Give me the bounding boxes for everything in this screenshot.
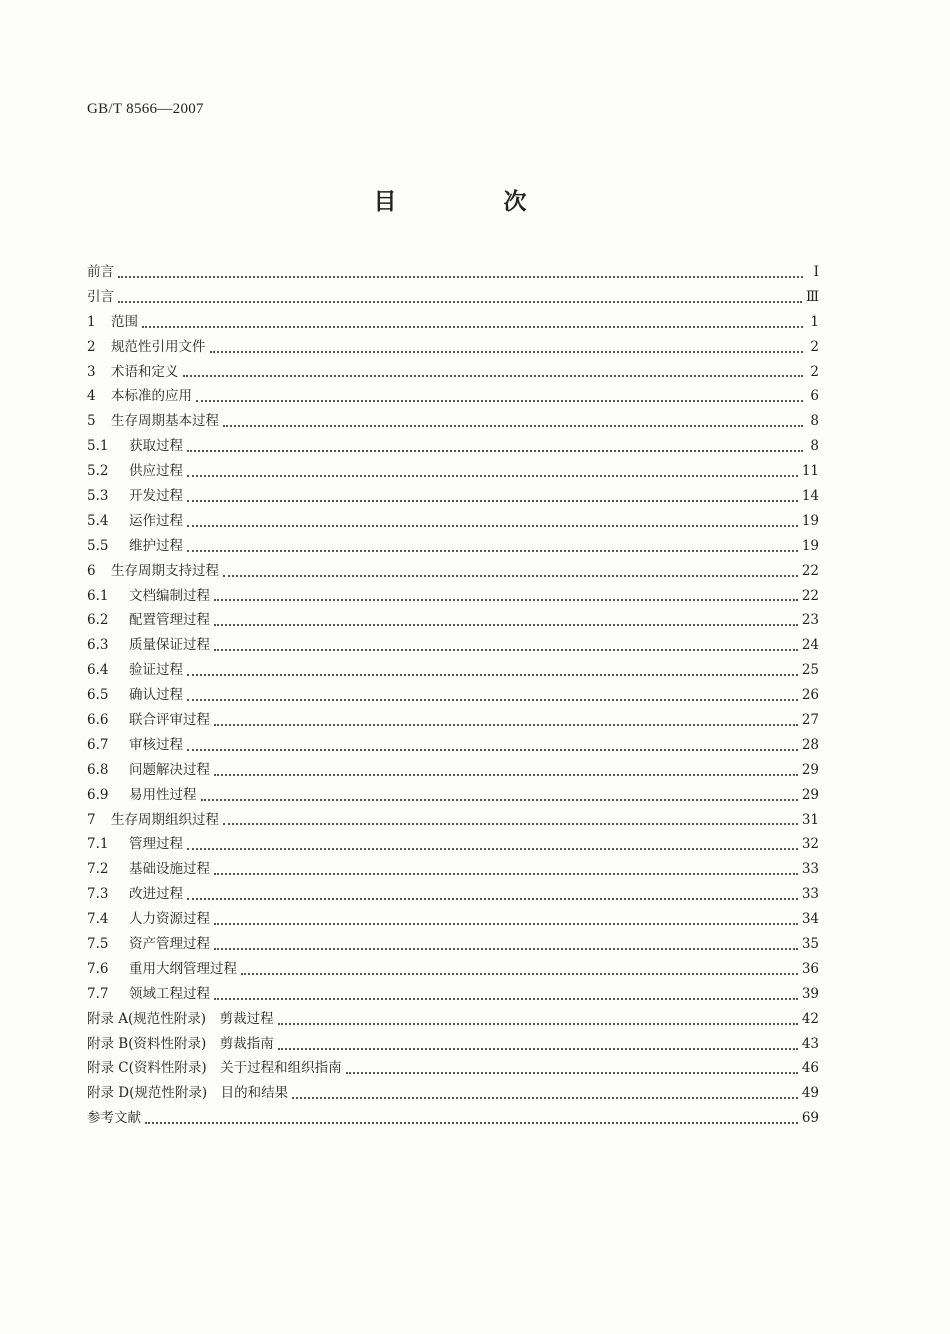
toc-entry-page: 22 — [801, 562, 819, 579]
toc-entry-page: 43 — [801, 1035, 819, 1052]
toc-entry[interactable] — [87, 882, 819, 907]
toc-entry[interactable] — [87, 1032, 819, 1057]
toc-entry-label: 联合评审过程 — [129, 712, 210, 729]
toc-entry[interactable] — [87, 509, 819, 534]
toc-entry-label: 供应过程 — [129, 463, 183, 480]
toc-entry-page: 26 — [801, 687, 819, 704]
toc-entry-page: 46 — [801, 1060, 819, 1077]
toc-entry-page: 33 — [801, 861, 819, 878]
dot-leader — [214, 873, 798, 875]
toc-entry-number: 5.5 — [87, 537, 109, 554]
dot-leader — [214, 649, 798, 651]
toc-entry-number: 7.1 — [87, 836, 109, 853]
toc-entry-page: 19 — [801, 537, 819, 554]
toc-entry[interactable] — [87, 1081, 819, 1106]
toc-entry-page: 11 — [801, 463, 819, 480]
toc-entry-label: 附录 C(资料性附录) 关于过程和组织指南 — [87, 1060, 342, 1077]
toc-entry-label: 获取过程 — [129, 438, 183, 455]
toc-entry-page: 32 — [801, 836, 819, 853]
dot-leader — [118, 276, 803, 278]
toc-entry-page: 24 — [801, 637, 819, 654]
toc-entry-page: 42 — [801, 1010, 819, 1027]
toc-entry[interactable] — [87, 758, 819, 783]
toc-entry-number: 1 — [87, 313, 96, 330]
toc-entry-page: 1 — [810, 313, 819, 330]
toc-entry[interactable] — [87, 1007, 819, 1032]
dot-leader — [183, 375, 804, 377]
toc-entry-label: 范围 — [111, 313, 138, 330]
toc-entry-number: 6.1 — [87, 587, 109, 604]
standard-code: GB/T 8566—2007 — [87, 101, 204, 117]
toc-entry-page: 19 — [801, 512, 819, 529]
toc-entry[interactable] — [87, 384, 819, 409]
toc-entry-page: 14 — [801, 488, 819, 504]
toc-entry-number: 3 — [87, 363, 96, 380]
toc-entry[interactable] — [87, 857, 819, 882]
dot-leader — [278, 1023, 798, 1025]
dot-leader — [187, 475, 798, 477]
toc-entry[interactable] — [87, 783, 819, 808]
toc-entry-page: 6 — [810, 388, 819, 405]
toc-entry-label: 基础设施过程 — [129, 861, 210, 878]
toc-entry-page: 29 — [801, 761, 819, 778]
toc-entry-label: 开发过程 — [129, 488, 183, 504]
toc-entry-label: 配置管理过程 — [129, 612, 210, 629]
dot-leader — [214, 774, 798, 776]
toc-entry-number: 5 — [87, 413, 96, 430]
toc-entry-label: 生存周期支持过程 — [111, 562, 219, 579]
toc-entry-label: 运作过程 — [129, 512, 183, 529]
dot-leader — [187, 674, 798, 676]
toc-entry-label: 资产管理过程 — [129, 936, 210, 953]
toc-entry-label: 管理过程 — [129, 836, 183, 853]
toc-entry[interactable] — [87, 459, 819, 484]
toc-entry[interactable] — [87, 534, 819, 559]
dot-leader — [187, 699, 798, 701]
toc-entry-page: 31 — [801, 811, 819, 828]
toc-entry[interactable] — [87, 584, 819, 609]
dot-leader — [145, 1122, 798, 1124]
toc-entry-number: 6.9 — [87, 786, 109, 803]
toc-entry-label: 前言 — [87, 263, 114, 280]
toc-entry-page: Ⅲ — [805, 288, 819, 305]
toc-entry-number: 6.4 — [87, 662, 109, 679]
toc-entry-number: 7.5 — [87, 936, 109, 953]
toc-entry-page: 2 — [810, 338, 819, 355]
toc-entry-label: 生存周期基本过程 — [111, 413, 219, 430]
toc-entry[interactable] — [87, 683, 819, 708]
toc-entry-label: 确认过程 — [129, 687, 183, 704]
table-of-contents — [87, 260, 819, 1131]
dot-leader — [278, 1048, 798, 1050]
dot-leader — [214, 948, 798, 950]
toc-entry-page: 8 — [810, 438, 819, 455]
toc-entry[interactable] — [87, 1057, 819, 1082]
toc-entry-label: 验证过程 — [129, 662, 183, 679]
toc-entry[interactable] — [87, 434, 819, 459]
toc-entry-label: 审核过程 — [129, 736, 183, 753]
toc-entry[interactable] — [87, 1106, 819, 1131]
toc-entry-label: 附录 A(规范性附录) 剪裁过程 — [87, 1010, 274, 1027]
toc-entry-label: 规范性引用文件 — [111, 338, 206, 355]
toc-entry-number: 6.2 — [87, 612, 109, 629]
dot-leader — [223, 575, 798, 577]
toc-entry[interactable] — [87, 409, 819, 434]
toc-entry-page: 27 — [801, 712, 819, 729]
toc-entry[interactable] — [87, 982, 819, 1007]
toc-entry-number: 6.6 — [87, 712, 109, 729]
toc-entry-label: 维护过程 — [129, 537, 183, 554]
dot-leader — [346, 1072, 798, 1074]
toc-entry-label: 问题解决过程 — [129, 761, 210, 778]
dot-leader — [214, 724, 798, 726]
toc-entry[interactable] — [87, 484, 819, 509]
toc-entry-page: 29 — [801, 786, 819, 803]
toc-entry[interactable] — [87, 559, 819, 584]
dot-leader — [214, 624, 798, 626]
toc-entry-page: 34 — [801, 911, 819, 928]
toc-entry[interactable] — [87, 608, 819, 633]
toc-entry-page: 2 — [810, 363, 819, 380]
dot-leader — [118, 301, 802, 303]
toc-entry[interactable] — [87, 733, 819, 758]
toc-entry-label: 质量保证过程 — [129, 637, 210, 654]
toc-entry-page: Ⅰ — [813, 263, 819, 280]
dot-leader — [187, 848, 798, 850]
toc-entry-label: 文档编制过程 — [129, 587, 210, 604]
toc-entry-label: 术语和定义 — [111, 363, 179, 380]
toc-entry-page: 39 — [801, 985, 819, 1002]
toc-entry-label: 易用性过程 — [129, 786, 197, 803]
dot-leader — [214, 599, 798, 601]
toc-entry[interactable] — [87, 310, 819, 335]
dot-leader — [201, 799, 798, 801]
dot-leader — [142, 326, 803, 328]
toc-entry[interactable] — [87, 957, 819, 982]
toc-entry-page: 22 — [801, 587, 819, 604]
toc-entry-label: 引言 — [87, 288, 114, 305]
dot-leader — [214, 923, 798, 925]
toc-entry[interactable] — [87, 335, 819, 360]
toc-entry-number: 6.8 — [87, 761, 109, 778]
dot-leader — [187, 450, 803, 452]
toc-entry-page: 23 — [801, 612, 819, 629]
toc-entry-label: 领域工程过程 — [129, 985, 210, 1002]
toc-entry-number: 7.3 — [87, 886, 109, 903]
toc-entry-page: 49 — [801, 1085, 819, 1102]
toc-entry-page: 36 — [801, 960, 819, 977]
toc-entry-page: 69 — [801, 1110, 819, 1127]
toc-entry[interactable] — [87, 832, 819, 857]
toc-entry[interactable] — [87, 907, 819, 932]
toc-entry-number: 5.4 — [87, 512, 109, 529]
toc-entry-number: 2 — [87, 338, 96, 355]
toc-entry-page: 28 — [801, 736, 819, 753]
toc-entry[interactable] — [87, 932, 819, 957]
toc-entry[interactable] — [87, 658, 819, 683]
dot-leader — [223, 823, 798, 825]
page-title: 目 次 — [373, 189, 569, 215]
dot-leader — [223, 425, 803, 427]
dot-leader — [292, 1097, 798, 1099]
toc-entry-page: 33 — [801, 886, 819, 903]
dot-leader — [210, 351, 804, 353]
toc-entry-label: 生存周期组织过程 — [111, 811, 219, 828]
toc-entry-label: 重用大纲管理过程 — [129, 960, 237, 977]
toc-entry-number: 6.3 — [87, 637, 109, 654]
toc-entry-label: 附录 B(资料性附录) 剪裁指南 — [87, 1035, 274, 1052]
dot-leader — [187, 500, 798, 502]
dot-leader — [187, 898, 798, 900]
toc-entry-number: 5.2 — [87, 463, 109, 480]
dot-leader — [214, 998, 798, 1000]
toc-entry-number: 4 — [87, 388, 96, 405]
toc-entry-label: 附录 D(规范性附录) 目的和结果 — [87, 1085, 289, 1102]
toc-entry-number: 6 — [87, 562, 96, 579]
toc-entry-number: 7.4 — [87, 911, 109, 928]
toc-entry-label: 改进过程 — [129, 886, 183, 903]
toc-entry[interactable] — [87, 808, 819, 833]
toc-entry-label: 参考文献 — [87, 1110, 141, 1127]
toc-entry-page: 35 — [801, 936, 819, 953]
toc-entry-number: 7 — [87, 811, 96, 828]
dot-leader — [187, 525, 798, 527]
dot-leader — [187, 749, 798, 751]
dot-leader — [187, 550, 798, 552]
toc-entry-number: 7.2 — [87, 861, 109, 878]
toc-entry[interactable] — [87, 708, 819, 733]
dot-leader — [241, 973, 798, 975]
toc-entry[interactable] — [87, 360, 819, 385]
toc-entry[interactable] — [87, 285, 819, 310]
toc-entry-number: 7.7 — [87, 985, 109, 1002]
toc-entry-number: 6.5 — [87, 687, 109, 704]
dot-leader — [196, 400, 803, 402]
toc-entry-page: 25 — [801, 662, 819, 679]
toc-entry[interactable] — [87, 633, 819, 658]
toc-entry-number: 6.7 — [87, 736, 109, 753]
toc-entry-label: 本标准的应用 — [111, 388, 192, 405]
toc-entry-number: 5.1 — [87, 438, 109, 455]
toc-entry-page: 8 — [810, 413, 819, 430]
toc-entry-label: 人力资源过程 — [129, 911, 210, 928]
toc-entry-number: 5.3 — [87, 488, 109, 504]
toc-entry[interactable] — [87, 260, 819, 285]
toc-entry-number: 7.6 — [87, 960, 109, 977]
